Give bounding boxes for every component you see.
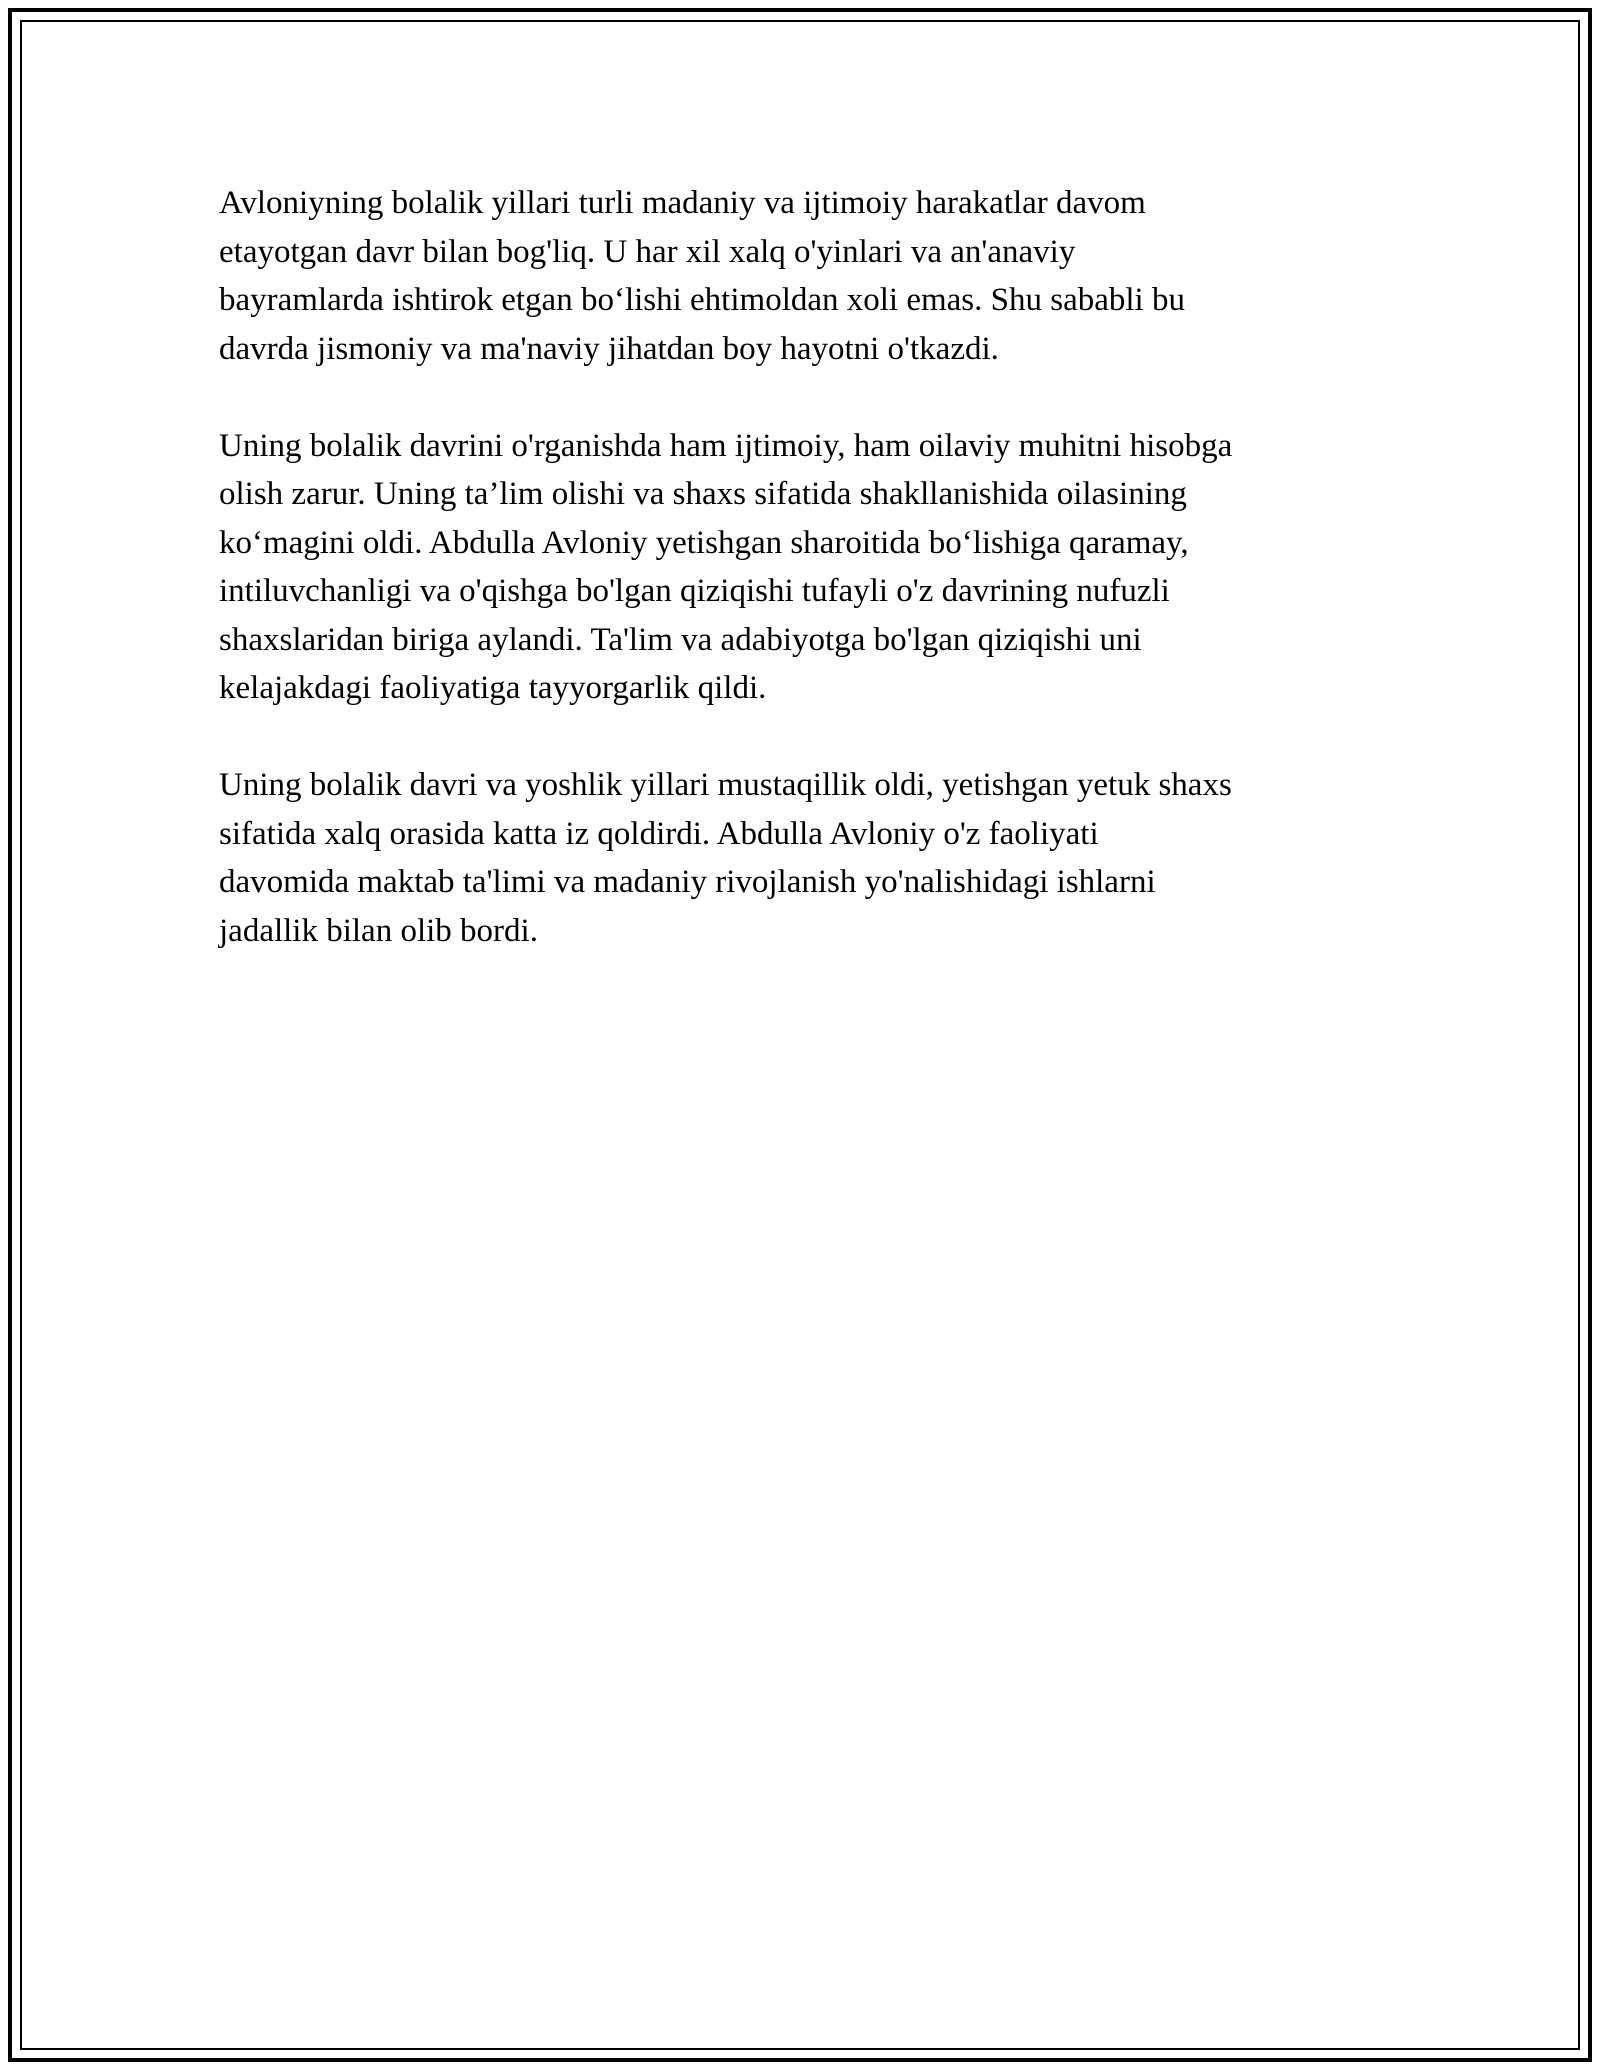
paragraph-1: Avloniyning bolalik yillari turli madaniy va ijtimoiy harakatlar davom etayotgan davr bilan bog'liq. U har xil xalq o'yinlari va an'anaviy bayramlarda ishtirok etgan bo‘lishi ehtimoldan xoli emas. Shu sababli bu davrda jismoniy va ma'naviy jihatdan boy hayotni o'tkazdi. xyxy=(219,185,1185,367)
paragraph-2: Uning bolalik davrini o'rganishda ham ijtimoiy, ham oilaviy muhitni hisobga olish zarur. Uning ta’lim olishi va shaxs sifatida shakllanishida oilasining ko‘magini oldi. Abdulla Avloniy yetishgan sharoitida bo‘lishiga qaramay, intiluvchanligi va o'qishga bo'lgan qiziqishi tufayli o'z davrining nufuzli shaxslaridan biriga aylandi. Ta'lim va adabiyotga bo'lgan qiziqishi uni kelajakdagi faoliyatiga tayyorgarlik qildi. xyxy=(219,427,1233,706)
document-body xyxy=(219,179,1379,1004)
paragraph-3: Uning bolalik davri va yoshlik yillari mustaqillik oldi, yetishgan yetuk shaxs sifatida xalq orasida katta iz qoldirdi. Abdulla Avloniy o'z faoliyati davomida maktab ta'limi va madaniy rivojlanish yo'nalishidagi ishlarni jadallik bilan olib bordi. xyxy=(219,767,1232,949)
